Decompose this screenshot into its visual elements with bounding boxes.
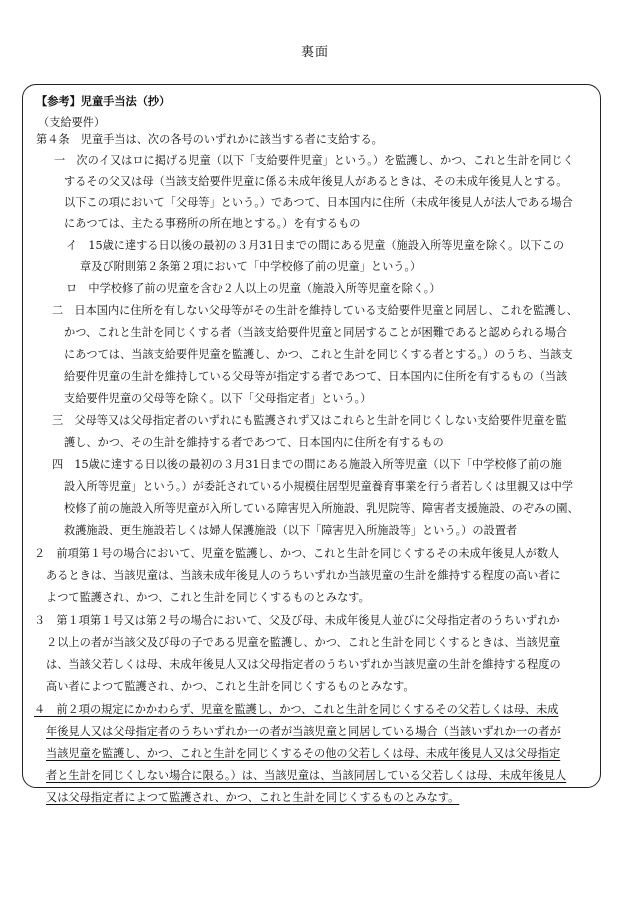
text-line: 支給要件児童の父母等を除く。以下「父母指定者」という。）	[64, 392, 372, 405]
text-line: ２ 前項第１号の場合において、児童を監護し、かつ、これと生計を同じくするその未成年後見人が数人	[34, 547, 560, 560]
text-line: ４ 前２項の規定にかかわらず、児童を監護し、かつ、これと生計を同じくするその父若しくは母、未成	[34, 703, 559, 716]
text-line: 又は父母指定者によつて監護され、かつ、これと生計を同じくするものとみなす。	[46, 791, 460, 804]
page-heading: 裏面	[300, 45, 329, 60]
text-line: 四 15歳に達する日以後の最初の３月31日までの間にある施設入所等児童（以下「中学校修了前の施	[52, 458, 562, 471]
text-line: あるときは、当該児童は、当該未成年後見人のうちいずれか当該児童の生計を維持する程度の高い者に	[46, 569, 561, 582]
text-line: かつ、これと生計を同じくする者（当該支給要件児童と同居することが困難であると認められる場合	[64, 326, 567, 339]
reference-title: 【参考】児童手当法（抄）	[36, 95, 171, 108]
text-line: 救護施設、更生施設若しくは婦人保護施設（以下「障害児入所施設等」という。）の設置者	[64, 524, 518, 537]
text-line: 給要件児童の生計を維持している父母等が指定する者であつて、日本国内に住所を有するもの（当該	[64, 370, 568, 383]
text-line: 校修了前の施設入所等児童が入所している障害児入所施設、乳児院等、障害者支援施設、のぞみの園、	[64, 502, 579, 515]
text-line: ２以上の者が当該父及び母の子である児童を監護し、かつ、これと生計を同じくするときは、当該児童	[46, 636, 561, 649]
text-line: ロ 中学校修了前の児童を含む２人以上の児童（施設入所等児童を除く。）	[66, 282, 441, 295]
text-line: よつて監護され、かつ、これと生計を同じくするものとみなす。	[46, 591, 370, 604]
text-line: 二 日本国内に住所を有しない父母等がその生計を維持している支給要件児童と同居し、これを監護し、	[52, 304, 578, 317]
text-line: 以下この項において「父母等」という。）であつて、日本国内に住所（未成年後見人が法人である場合	[64, 196, 573, 209]
text-line: 者と生計を同じくしない場合に限る。）は、当該児童は、当該同居している父若しくは母、未成年後見人	[46, 769, 567, 782]
text-line: 一 次のイ又はロに掲げる児童（以下「支給要件児童」という。）を監護し、かつ、これと生計を同じく	[54, 154, 574, 167]
text-line: イ 15歳に達する日以後の最初の３月31日までの間にある児童（施設入所等児童を除く。以下この	[66, 239, 565, 252]
text-line: 当該児童を監護し、かつ、これと生計を同じくするその他の父若しくは母、未成年後見人又は父母指定	[46, 747, 561, 760]
text-line: 年後見人又は父母指定者のうちいずれか一の者が当該児童と同居している場合（当該いずれか一の者が	[46, 725, 561, 738]
text-line: にあつては、当該支給要件児童を監護し、かつ、これと生計を同じくする者とする。）のうち、当該支	[64, 348, 573, 361]
text-line: にあつては、主たる事務所の所在地とする。）を有するもの	[64, 217, 361, 230]
text-line: ３ 第１項第１号又は第２号の場合において、父及び母、未成年後見人並びに父母指定者のうちいずれか	[34, 614, 560, 627]
text-line: 三 父母等又は父母指定者のいずれにも監護されず又はこれらと生計を同じくしない支給要件児童を監	[52, 414, 567, 427]
text-line: 第４条 児童手当は、次の各号のいずれかに該当する者に支給する。	[36, 133, 383, 146]
subheading: （支給要件）	[38, 116, 106, 129]
text-line: 章及び附則第２条第２項において「中学校修了前の児童」という。）	[80, 260, 422, 273]
text-line: 護し、かつ、その生計を維持する者であつて、日本国内に住所を有するもの	[64, 436, 444, 449]
text-line: 高い者によつて監護され、かつ、これと生計を同じくするものとみなす。	[46, 680, 415, 693]
text-line: 設入所等児童」という。）が委託されている小規模住居型児童養育事業を行う者若しくは里親又は中学	[64, 480, 574, 493]
text-line: は、当該父若しくは母、未成年後見人又は父母指定者のうちいずれか当該児童の生計を維持する程度の	[46, 658, 561, 671]
text-line: するその父又は母（当該支給要件児童に係る未成年後見人があるときは、その未成年後見人とする。	[64, 175, 568, 188]
